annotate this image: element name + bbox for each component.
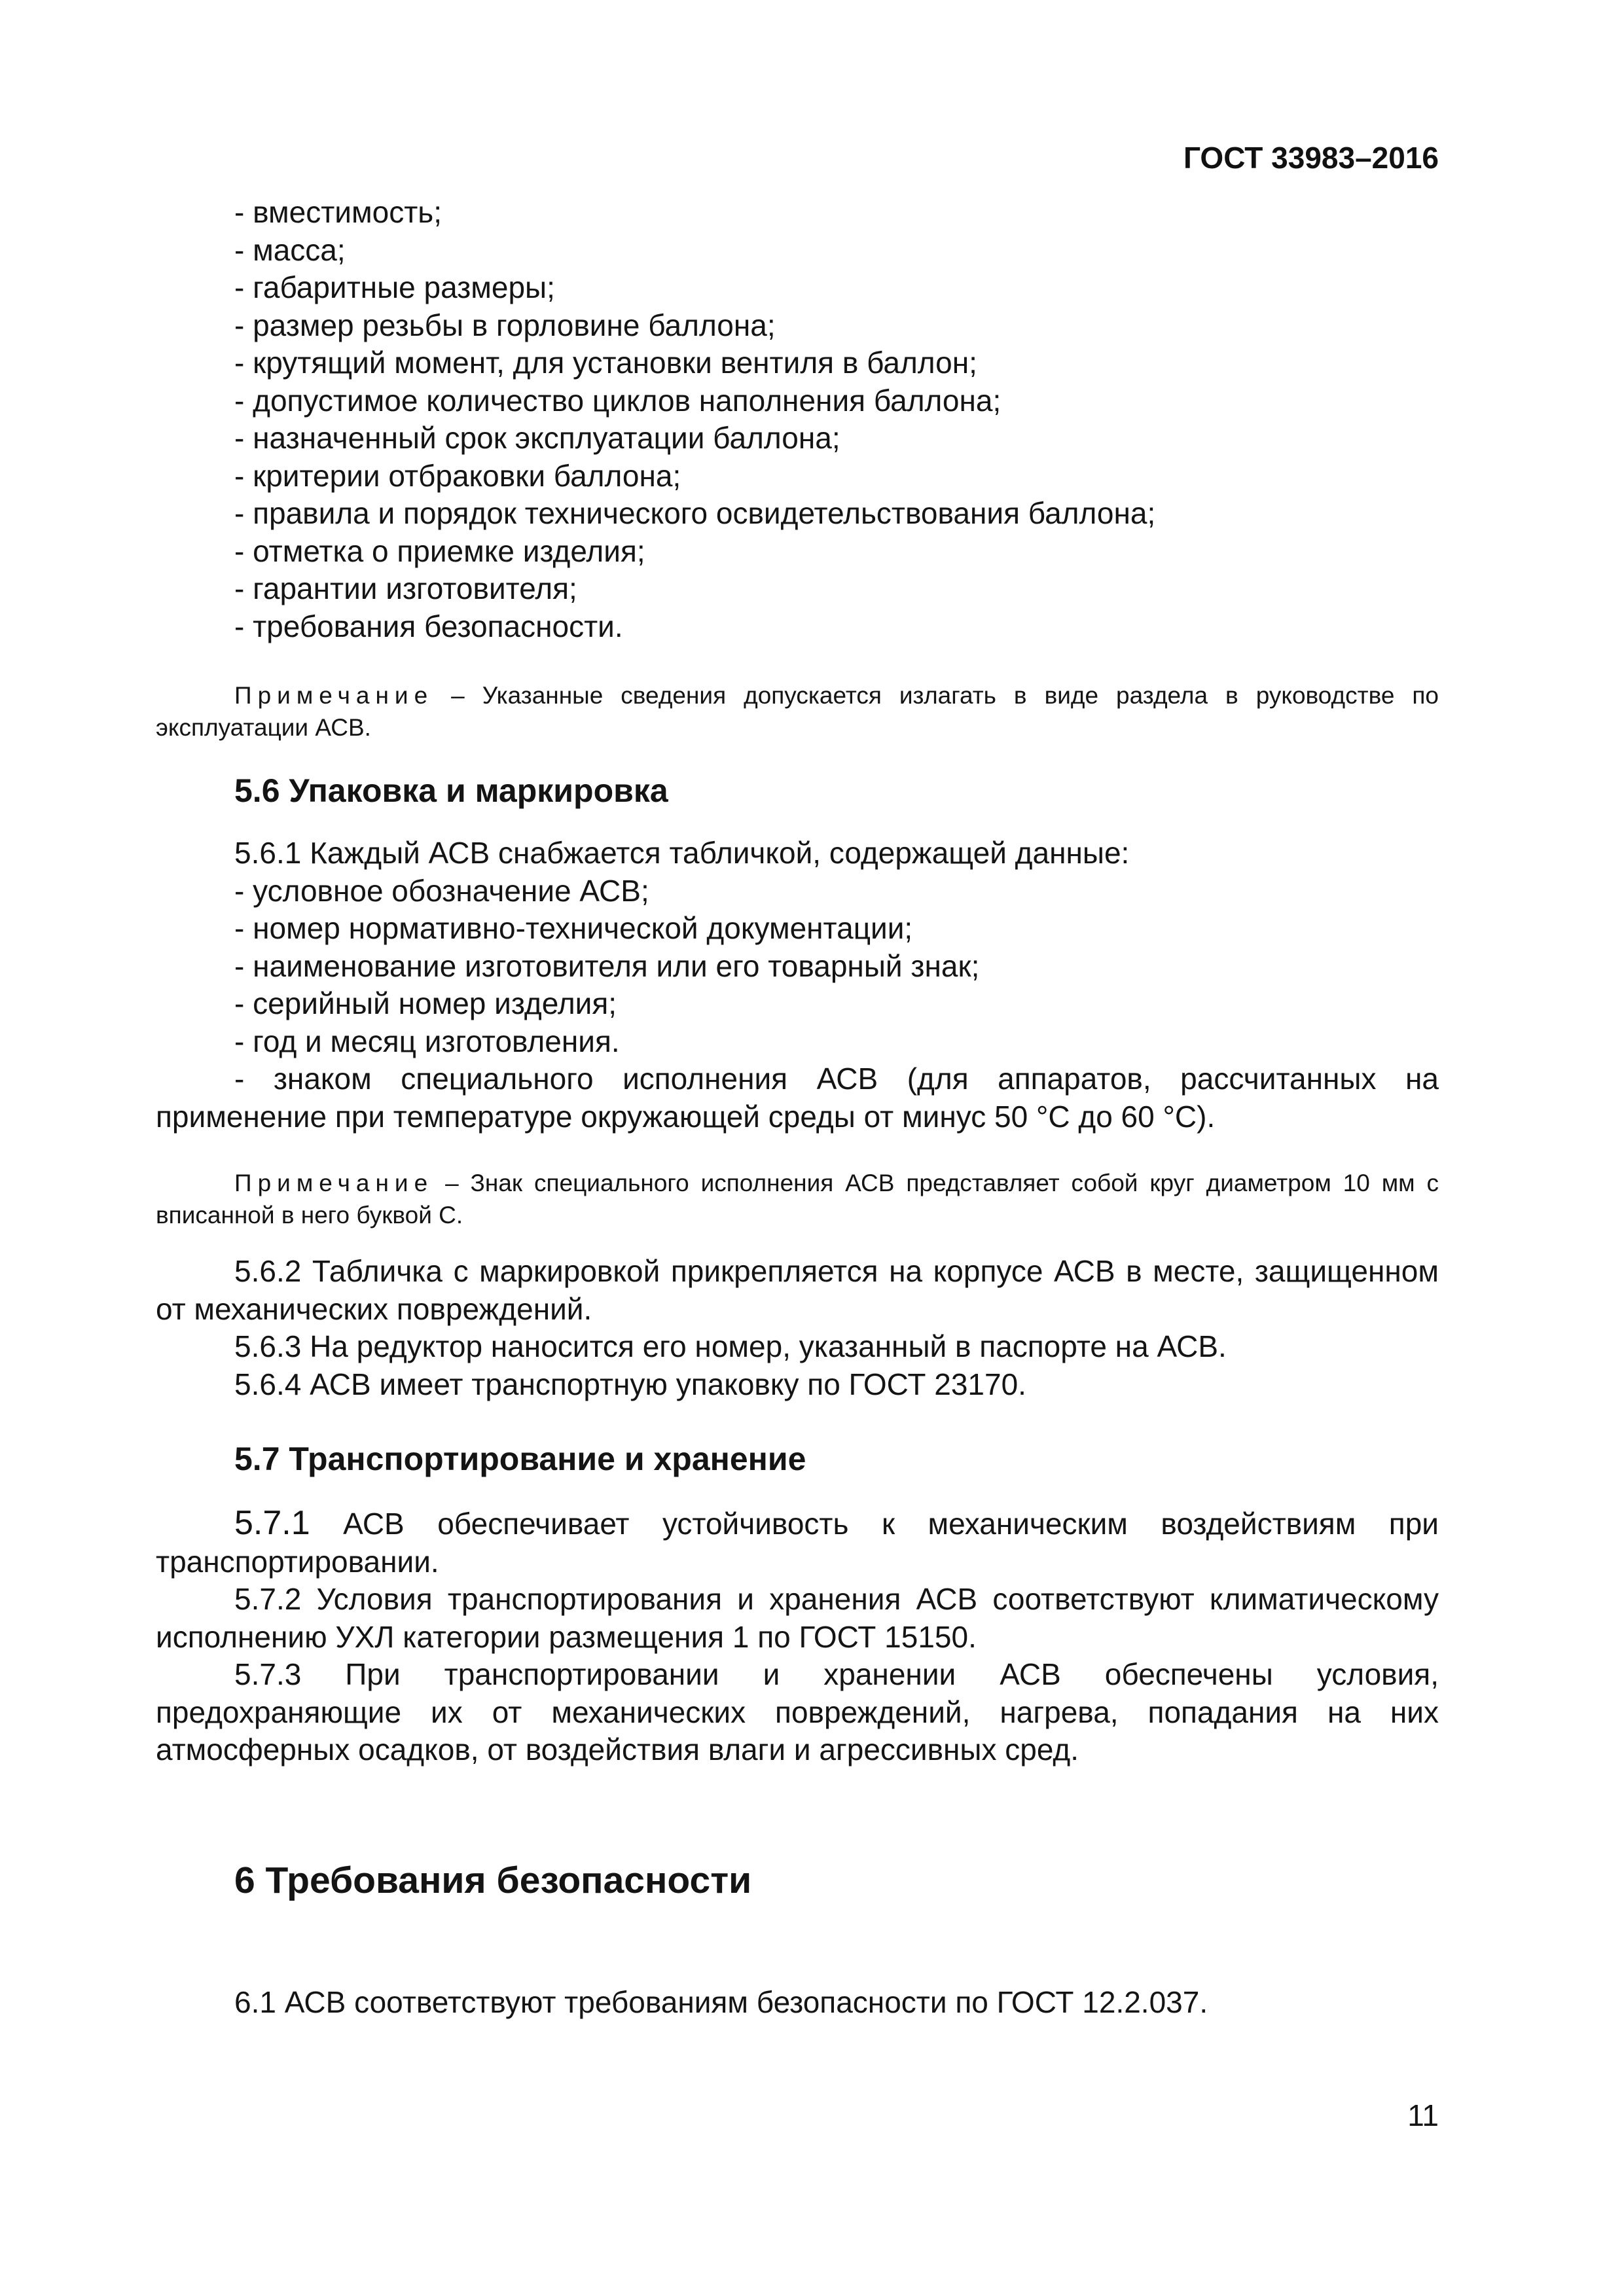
paragraph-5-7-1 bbox=[156, 1505, 1439, 1581]
page-number: 11 bbox=[1407, 2098, 1439, 2132]
note-2 bbox=[156, 1167, 1439, 1231]
list-item: - требования безопасности. bbox=[234, 609, 623, 643]
paragraph-5-6-3: 5.6.3 На редуктор наносится его номер, указанный в паспорте на АСВ. bbox=[234, 1329, 1227, 1363]
paragraph-number: 5.7.1 bbox=[234, 1504, 310, 1542]
list-item: - отметка о приемке изделия; bbox=[234, 533, 645, 568]
requirements-list bbox=[156, 194, 1439, 645]
paragraph-5-7-2: 5.7.2 Условия транспортирования и хранения АСВ соответствуют климатическому исполнению УХЛ категории размещения 1 по ГОСТ 15150. bbox=[156, 1582, 1439, 1654]
list-item: - год и месяц изготовления. bbox=[234, 1024, 620, 1058]
paragraph-5-6-2: 5.6.2 Табличка с маркировкой прикрепляется на корпусе АСВ в месте, защищенном от механических повреждений. bbox=[156, 1254, 1439, 1326]
plate-data-list bbox=[156, 872, 1439, 1061]
list-item: - габаритные размеры; bbox=[234, 270, 555, 304]
list-item: - наименование изготовителя или его товарный знак; bbox=[234, 948, 980, 983]
list-item: - критерии отбраковки баллона; bbox=[234, 458, 681, 493]
list-item: - вместимость; bbox=[234, 195, 442, 229]
list-item: - правила и порядок технического освидетельствования баллона; bbox=[234, 496, 1156, 530]
paragraph-text: АСВ обеспечивает устойчивость к механическим воздействиям при транспортировании. bbox=[156, 1507, 1439, 1579]
list-item: - номер нормативно-технической документации; bbox=[234, 911, 913, 945]
paragraph-5-7-3: 5.7.3 При транспортировании и хранении АСВ обеспечены условия, предохраняющие их от механических повреждений, нагрева, попадания на них атмосферных осадков, от воздействия влаги и агрессивных сред. bbox=[156, 1657, 1439, 1767]
note-text: – Знак специального исполнения АСВ представляет собой круг диаметром 10 мм с вписанной в него буквой С. bbox=[156, 1170, 1439, 1229]
document-header: ГОСТ 33983–2016 bbox=[1183, 141, 1439, 175]
page-content bbox=[156, 194, 1439, 2021]
note-label: Примечание bbox=[234, 682, 434, 709]
list-item: - серийный номер изделия; bbox=[234, 986, 617, 1020]
list-item: - условное обозначение АСВ; bbox=[234, 873, 649, 908]
note-label: Примечание bbox=[234, 1170, 434, 1196]
section-title-5-6: 5.6 Упаковка и маркировка bbox=[234, 772, 668, 809]
note-1 bbox=[156, 679, 1439, 744]
note-text: – Указанные сведения допускается излагать в виде раздела в руководстве по эксплуатации АСВ. bbox=[156, 682, 1439, 741]
paragraph-5-6-4: 5.6.4 АСВ имеет транспортную упаковку по ГОСТ 23170. bbox=[234, 1367, 1026, 1401]
list-item: - допустимое количество циклов наполнения баллона; bbox=[234, 383, 1001, 418]
list-item: - масса; bbox=[234, 232, 346, 267]
paragraph-6-1: 6.1 АСВ соответствуют требованиям безопасности по ГОСТ 12.2.037. bbox=[234, 1984, 1208, 2019]
list-item: - размер резьбы в горловине баллона; bbox=[234, 308, 776, 342]
list-item: - гарантии изготовителя; bbox=[234, 571, 577, 605]
chapter-title-6: 6 Требования безопасности bbox=[234, 1859, 752, 1901]
list-item: - крутящий момент, для установки вентиля в баллон; bbox=[234, 346, 977, 380]
special-mark-item: - знаком специального исполнения АСВ (для аппаратов, рассчитанных на применение при температуре окружающей среды от минус 50 °С до 60 °С). bbox=[156, 1062, 1439, 1134]
list-item: - назначенный срок эксплуатации баллона; bbox=[234, 421, 840, 455]
section-title-5-7: 5.7 Транспортирование и хранение bbox=[234, 1441, 806, 1477]
paragraph-5-6-1: 5.6.1 Каждый АСВ снабжается табличкой, содержащей данные: bbox=[234, 836, 1130, 870]
